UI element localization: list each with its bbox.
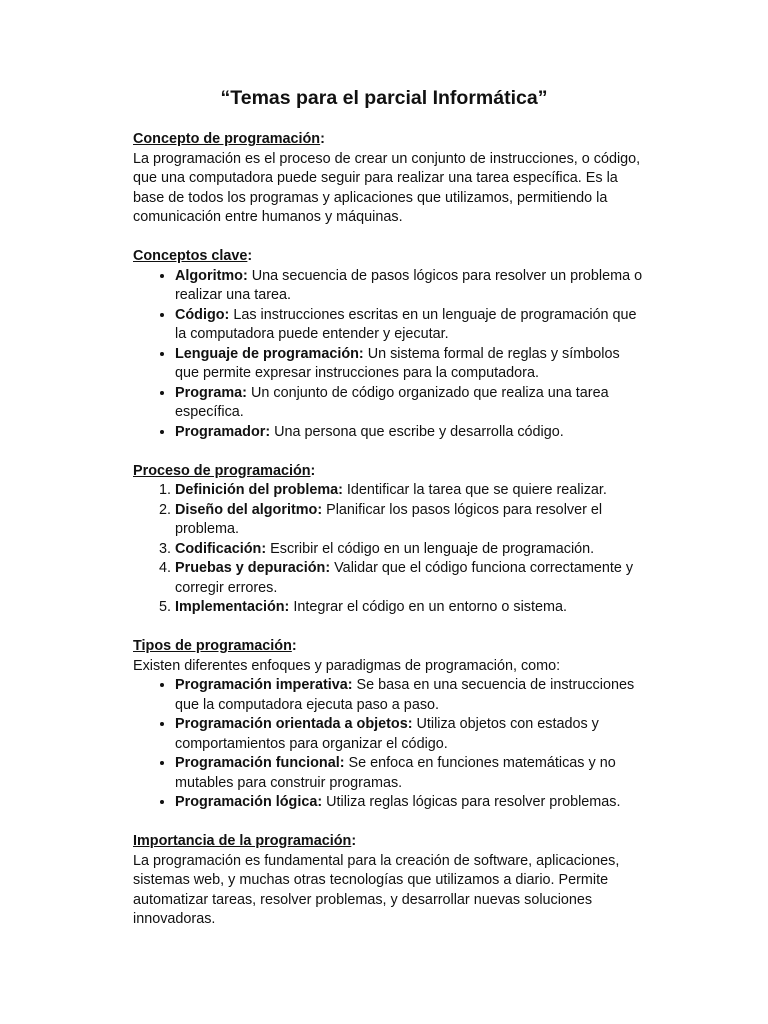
section-proceso: [133, 462, 643, 618]
list-item-term: Definición del problema:: [175, 482, 343, 498]
list-item: [175, 306, 643, 345]
list-item-term: Programación orientada a objetos:: [175, 716, 413, 732]
list-item-text: Integrar el código en un entorno o sistema.: [289, 599, 567, 615]
list-item-term: Código:: [175, 306, 230, 323]
list-item-text: Se basa en una secuencia de instrucciones que la computadora ejecuta paso a paso.: [175, 677, 635, 713]
section-importancia: [133, 832, 643, 930]
section-paragraph: La programación es fundamental para la creación de software, aplicaciones, sistemas web, y muchas otras tecnologías que utilizamos a diario. Permite automatizar tareas, resolver problemas, y desarrollar nuevas soluciones innovadoras.: [133, 852, 620, 927]
section-heading: Tipos de programación:: [133, 638, 297, 654]
list-item: [175, 676, 643, 715]
section-conceptos-clave: [133, 247, 643, 442]
list-item: [175, 598, 643, 618]
section-heading: Concepto de programación:: [133, 131, 325, 147]
list-item-text: Un sistema formal de reglas y símbolos que permite expresar instrucciones para la computadora.: [175, 345, 620, 381]
list-item-text: Planificar los pasos lógicos para resolver el problema.: [175, 501, 603, 537]
section-paragraph: La programación es el proceso de crear un conjunto de instrucciones, o código, que una computadora puede seguir para realizar una tarea específica. Es la base de todos los programas y aplicaciones que utilizamos, permitiendo la comunicación entre humanos y máquinas.: [133, 150, 641, 225]
document-title: “Temas para el parcial Informática”: [220, 87, 548, 109]
list-item-text: Se enfoca en funciones matemáticas y no mutables para construir programas.: [175, 755, 616, 791]
numbered-list: [133, 481, 643, 618]
section-paragraph: Existen diferentes enfoques y paradigmas de programación, como:: [133, 657, 561, 674]
list-item-term: Programador:: [175, 423, 271, 440]
section-heading-text: Tipos de programación: [133, 638, 292, 654]
list-item: [175, 423, 643, 443]
list-item: [175, 559, 643, 598]
list-item-text: Escribir el código en un lenguaje de programación.: [266, 540, 595, 557]
list-item-term: Algoritmo:: [175, 267, 248, 284]
list-item: [175, 754, 643, 793]
list-item-term: Programación funcional:: [175, 755, 345, 771]
list-item: [175, 540, 643, 560]
list-item-text: Validar que el código funciona correctamente y corregir errores.: [175, 560, 634, 596]
list-item-term: Implementación:: [175, 599, 290, 615]
list-item-term: Lenguaje de programación:: [175, 345, 364, 362]
section-heading-text: Conceptos clave: [133, 248, 248, 264]
section-heading-text: Concepto de programación: [133, 131, 321, 147]
list-item-term: Codificación:: [175, 540, 267, 557]
list-item-text: Una persona que escribe y desarrolla código.: [270, 423, 564, 440]
list-item-text: Las instrucciones escritas en un lenguaje de programación que la computadora puede entender y ejecutar.: [175, 306, 637, 342]
list-item-term: Programación lógica:: [175, 794, 323, 810]
list-item: [175, 793, 643, 813]
list-item: [175, 715, 643, 754]
list-item-term: Diseño del algoritmo:: [175, 501, 323, 518]
section-heading-text: Importancia de la programación: [133, 833, 352, 849]
bullet-list: [133, 267, 643, 443]
list-item-text: Una secuencia de pasos lógicos para resolver un problema o realizar una tarea.: [175, 267, 643, 303]
list-item-text: Identificar la tarea que se quiere realizar.: [342, 482, 607, 498]
list-item-text: Utiliza objetos con estados y comportamientos para organizar el código.: [175, 716, 599, 752]
list-item: [175, 501, 643, 540]
bullet-list: [133, 676, 643, 813]
list-item-term: Programación imperativa:: [175, 677, 353, 693]
section-concepto: [133, 130, 643, 228]
section-tipos: [133, 637, 643, 813]
list-item-text: Un conjunto de código organizado que realiza una tarea específica.: [175, 384, 609, 420]
list-item: [175, 384, 643, 423]
document-body: [133, 130, 643, 930]
list-item-term: Pruebas y depuración:: [175, 560, 331, 576]
list-item-text: Utiliza reglas lógicas para resolver problemas.: [322, 794, 621, 810]
section-heading: Importancia de la programación:: [133, 833, 357, 849]
list-item-term: Programa:: [175, 384, 247, 401]
section-heading: Conceptos clave:: [133, 248, 253, 264]
list-item: [175, 267, 643, 306]
section-heading: Proceso de programación:: [133, 462, 316, 479]
section-heading-text: Proceso de programación: [133, 462, 311, 479]
list-item: [175, 345, 643, 384]
list-item: [175, 481, 643, 501]
